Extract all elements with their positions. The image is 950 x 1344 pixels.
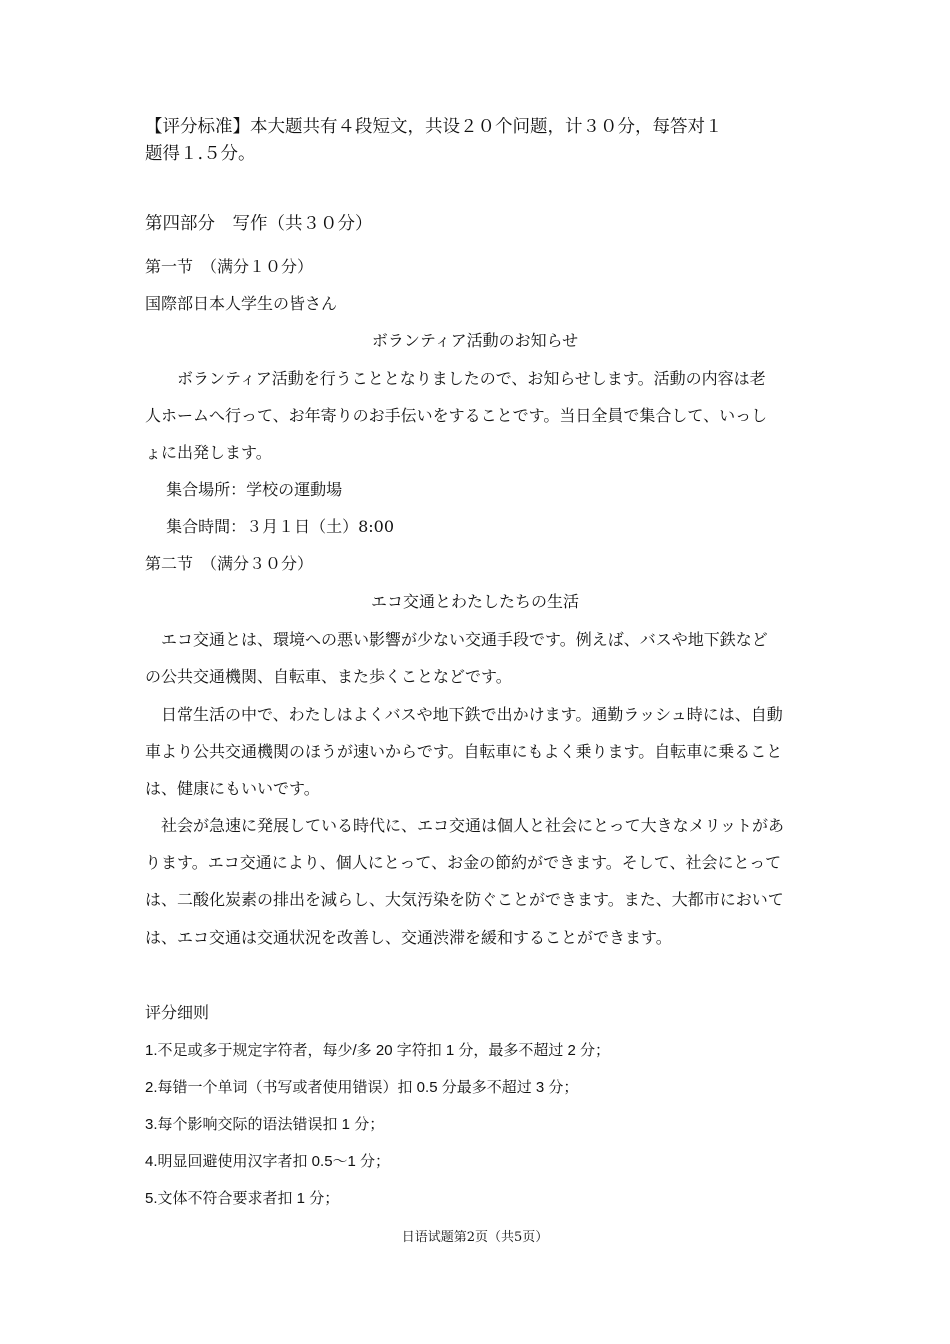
essay-line: 日常生活の中で、わたしはよくバスや地下鉄で出かけます。通勤ラッシュ時には、自動 <box>145 705 783 724</box>
essay-line: は、健康にもいいです。 <box>145 779 320 798</box>
section2-heading: 第二节 （满分３０分） <box>145 554 314 573</box>
rubric-item: 3.每个影响交际的语法错误扣 1 分； <box>145 1116 385 1133</box>
essay-line: ります。エコ交通により、個人にとって、お金の節約ができます。そして、社会にとって <box>145 853 782 872</box>
essay-line: エコ交通とは、環境への悪い影響が少ない交通手段です。例えば、バスや地下鉄など <box>145 630 768 649</box>
notice-body-line: 人ホームへ行って、お年寄りのお手伝いをすることです。当日全員で集合して、いっし <box>145 406 768 425</box>
scoring-standard-line-2: 题得１.５分。 <box>145 144 256 164</box>
notice-body-line: ょに出発します。 <box>145 443 272 462</box>
rubric-item: 5.文体不符合要求者扣 1 分； <box>145 1190 340 1207</box>
essay-line: は、エコ交通は交通状況を改善し、交通渋滞を緩和することができます。 <box>145 928 672 947</box>
rubric-item: 4.明显回避使用汉字者扣 0.5～1 分； <box>145 1153 391 1170</box>
scoring-standard-line-1: 【评分标准】本大题共有４段短文，共设２０个问题，计３０分，每答对１ <box>145 117 723 137</box>
part4-title: 第四部分 写作（共３０分） <box>145 214 373 234</box>
essay-line: 社会が急速に発展している時代に、エコ交通は個人と社会にとって大きなメリットがあ <box>145 816 785 835</box>
essay-title: エコ交通とわたしたちの生活 <box>370 592 579 611</box>
notice-title: ボランティア活動のお知らせ <box>371 331 579 350</box>
meeting-time: 集合時間：３月１日（土）8:00 <box>145 517 395 536</box>
rubric-item: 2.每错一个单词（书写或者使用错误）扣 0.5 分最多不超过 3 分； <box>145 1079 579 1096</box>
section1-addressee: 国際部日本人学生の皆さん <box>145 294 338 313</box>
section1-heading: 第一节 （满分１０分） <box>145 257 314 276</box>
notice-body-line: ボランティア活動を行うこととなりましたので、お知らせします。活動の内容は老 <box>145 369 766 388</box>
rubric-item: 1.不足或多于规定字符者，每少/多 20 字符扣 1 分，最多不超过 2 分； <box>145 1042 611 1059</box>
meeting-place: 集合場所：学校の運動場 <box>145 480 343 499</box>
essay-line: 車より公共交通機関のほうが速いからです。自転車にもよく乗ります。自転車に乗ること <box>145 742 783 761</box>
page-footer: 日语试题第2页（共5页） <box>401 1230 549 1245</box>
rubric-title: 评分细则 <box>145 1003 210 1022</box>
essay-line: の公共交通機関、自転車、また歩くことなどです。 <box>145 667 512 686</box>
essay-line: は、二酸化炭素の排出を減らし、大気汚染を防ぐことができます。また、大都市において <box>145 890 784 909</box>
